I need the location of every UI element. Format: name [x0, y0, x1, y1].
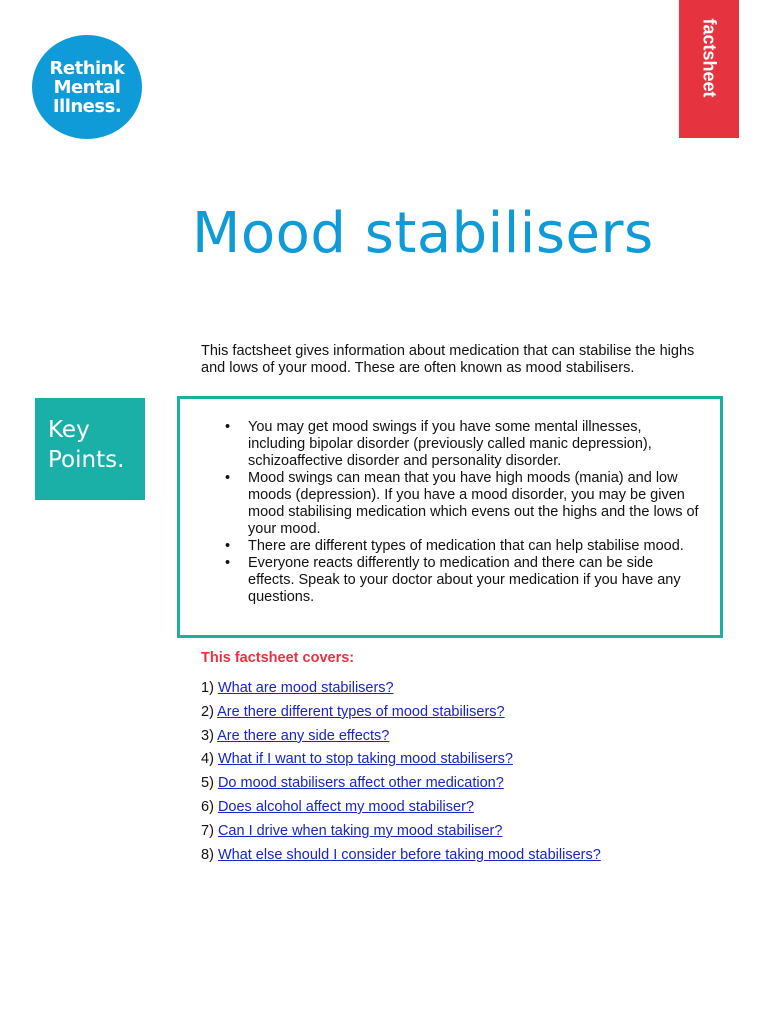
- toc-item: [201, 799, 601, 823]
- toc-link-what-are-mood-stabilisers[interactable]: What are mood stabilisers?: [217, 680, 394, 696]
- toc-item: [201, 823, 601, 847]
- logo-line-3: Illness.: [52, 95, 122, 117]
- key-point-text: There are different types of medication that can help stabilise mood.: [248, 538, 684, 554]
- key-points-badge: [35, 398, 145, 500]
- key-point-text: Everyone reacts differently to medication and there can be side effects. Speak to your doctor about your medication if you have any questions.: [248, 555, 681, 605]
- key-points-badge-line-2: Points.: [48, 447, 125, 473]
- key-point-item: [225, 555, 700, 606]
- intro-paragraph: This factsheet gives information about medication that can stabilise the highs and lows of your mood. These are often known as mood stabilisers.: [201, 343, 695, 376]
- logo-line-1: Rethink: [49, 57, 125, 79]
- toc-item: [201, 728, 601, 752]
- key-point-item: [225, 470, 700, 538]
- key-point-item: [225, 419, 700, 470]
- page-title: Mood stabilisers: [192, 201, 654, 266]
- toc-link-other-medication[interactable]: Do mood stabilisers affect other medication?: [217, 775, 504, 792]
- rethink-mental-illness-logo: [32, 35, 142, 139]
- key-points-badge-line-1: Key: [48, 417, 90, 443]
- bullet-icon: •: [225, 470, 231, 486]
- toc-link-stop-taking[interactable]: What if I want to stop taking mood stabilisers?: [217, 751, 513, 768]
- key-point-text: You may get mood swings if you have some mental illnesses, including bipolar disorder (previously called manic depression), schizoaffective disorder and personality disorder.: [248, 419, 652, 469]
- toc-item: [201, 775, 601, 799]
- toc-number: 2): [201, 703, 214, 720]
- toc-item: [201, 847, 601, 871]
- toc-number: 8): [201, 846, 214, 863]
- key-points-list: [225, 419, 700, 606]
- factsheet-tab-label: factsheet: [699, 18, 720, 98]
- toc-number: 5): [201, 775, 214, 792]
- key-point-item: [225, 538, 700, 555]
- toc-number: 4): [201, 751, 214, 768]
- bullet-icon: •: [225, 419, 231, 435]
- toc-item: [201, 704, 601, 728]
- bullet-icon: •: [225, 555, 231, 571]
- toc-item: [201, 680, 601, 704]
- toc-link-driving[interactable]: Can I drive when taking my mood stabiliser?: [217, 822, 503, 839]
- key-points-box: [177, 396, 723, 638]
- bullet-icon: •: [225, 538, 231, 554]
- toc-link-side-effects[interactable]: Are there any side effects?: [217, 727, 390, 744]
- toc-link-different-types[interactable]: Are there different types of mood stabilisers?: [217, 703, 505, 720]
- factsheet-tab: [679, 0, 739, 138]
- toc-number: 1): [201, 680, 214, 696]
- toc-link-alcohol[interactable]: Does alcohol affect my mood stabiliser?: [217, 798, 474, 815]
- toc-item: [201, 751, 601, 775]
- toc-number: 3): [201, 727, 214, 744]
- table-of-contents: [201, 680, 601, 870]
- toc-link-what-else[interactable]: What else should I consider before taking mood stabilisers?: [217, 846, 601, 863]
- covers-heading: This factsheet covers:: [201, 650, 355, 666]
- logo-line-2: Mental: [53, 76, 121, 98]
- toc-number: 6): [201, 798, 214, 815]
- toc-number: 7): [201, 822, 214, 839]
- key-point-text: Mood swings can mean that you have high moods (mania) and low moods (depression). If you have a mood disorder, you may be given mood stabilising medication which evens out the highs and the lows of your mood.: [248, 470, 699, 537]
